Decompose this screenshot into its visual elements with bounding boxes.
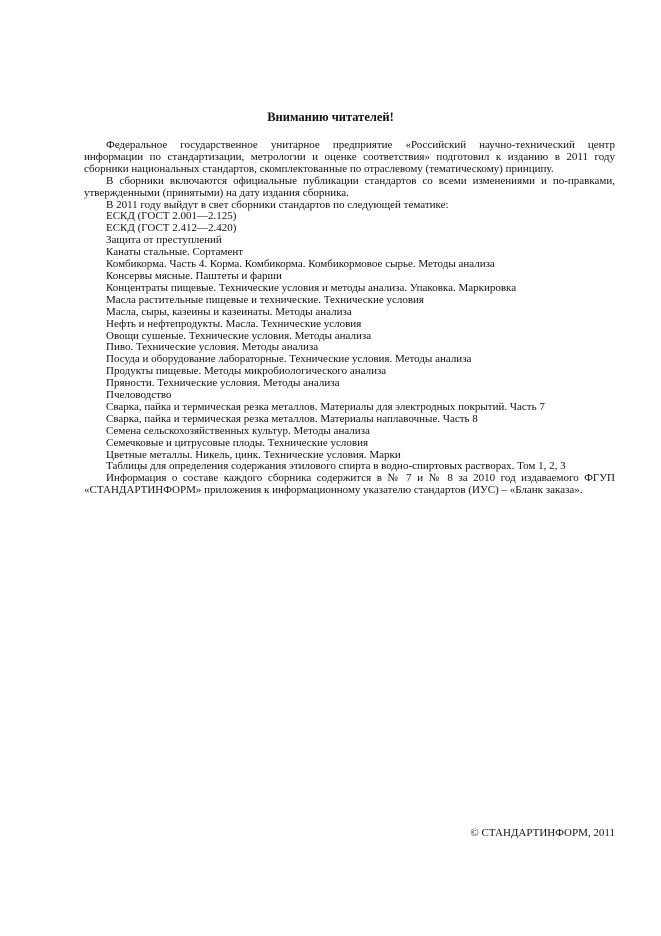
- list-item: Пчеловодство: [106, 389, 172, 402]
- collection-list: [84, 211, 615, 473]
- list-item: ЕСКД (ГОСТ 2.001—2.125): [106, 210, 237, 223]
- list-item: Сварка, пайка и термическая резка металлов. Материалы наплавочные. Часть 8: [106, 412, 478, 425]
- list-item: Семечковые и цитрусовые плоды. Технические условия: [106, 436, 369, 449]
- copyright-notice: © СТАНДАРТИНФОРМ, 2011: [470, 827, 615, 839]
- body-text: [84, 140, 615, 497]
- intro-paragraph: В 2011 году выйдут в свет сборники стандартов по следующей тематике:: [106, 198, 449, 211]
- list-item: Таблицы для определения содержания этилового спирта в водно-спиртовых растворах. Том 1, 2, 3: [106, 460, 566, 473]
- list-item: Масла, сыры, казеины и казеинаты. Методы анализа: [106, 305, 352, 318]
- list-item: Комбикорма. Часть 4. Корма. Комбикорма. Комбикормовое сырье. Методы анализа: [106, 258, 495, 271]
- list-item: Пряности. Технические условия. Методы анализа: [106, 377, 340, 390]
- list-item: Овощи сушеные. Технические условия. Методы анализа: [106, 329, 372, 342]
- list-item: Консервы мясные. Паштеты и фарши: [106, 269, 282, 282]
- list-item: ЕСКД (ГОСТ 2.412—2.420): [106, 222, 237, 235]
- list-item: Сварка, пайка и термическая резка металлов. Материалы для электродных покрытий. Часть 7: [106, 400, 545, 413]
- intro-paragraph: В сборники включаются официальные публикации стандартов со всеми изменениями и по-правками, утвержденными (принятыми) на дату издания сборника.: [84, 174, 615, 199]
- list-item: Нефть и нефтепродукты. Масла. Технические условия: [106, 317, 362, 330]
- list-item: Посуда и оборудование лабораторные. Технические условия. Методы анализа: [106, 353, 472, 366]
- list-item: Канаты стальные. Сортамент: [106, 246, 244, 259]
- list-item: Концентраты пищевые. Технические условия и методы анализа. Упаковка. Маркировка: [106, 281, 517, 294]
- list-item: Цветные металлы. Никель, цинк. Технические условия. Марки: [106, 448, 401, 461]
- list-item: Пиво. Технические условия. Методы анализа: [106, 341, 319, 354]
- list-item: Семена сельскохозяйственных культур. Методы анализа: [106, 424, 370, 437]
- list-item: Масла растительные пищевые и технические. Технические условия: [106, 293, 424, 306]
- intro-paragraph: Федеральное государственное унитарное предприятие «Российский научно-технический центр информации по стандартизации, метрологии и оценке соответствия» подготовил к изданию в 2011 году сборники национальных стандартов, скомплектованные по отраслевому (тематическому) принципу.: [84, 139, 615, 175]
- page-title: Вниманию читателей!: [267, 110, 394, 124]
- list-item: Защита от преступлений: [106, 234, 222, 247]
- closing-paragraph: Информация о составе каждого сборника содержится в № 7 и № 8 за 2010 год издаваемого ФГУП «СТАНДАРТИНФОРМ» приложения к информационному указателю стандартов (ИУС) – «Бланк заказа».: [84, 472, 615, 497]
- list-item: Продукты пищевые. Методы микробиологического анализа: [106, 365, 387, 378]
